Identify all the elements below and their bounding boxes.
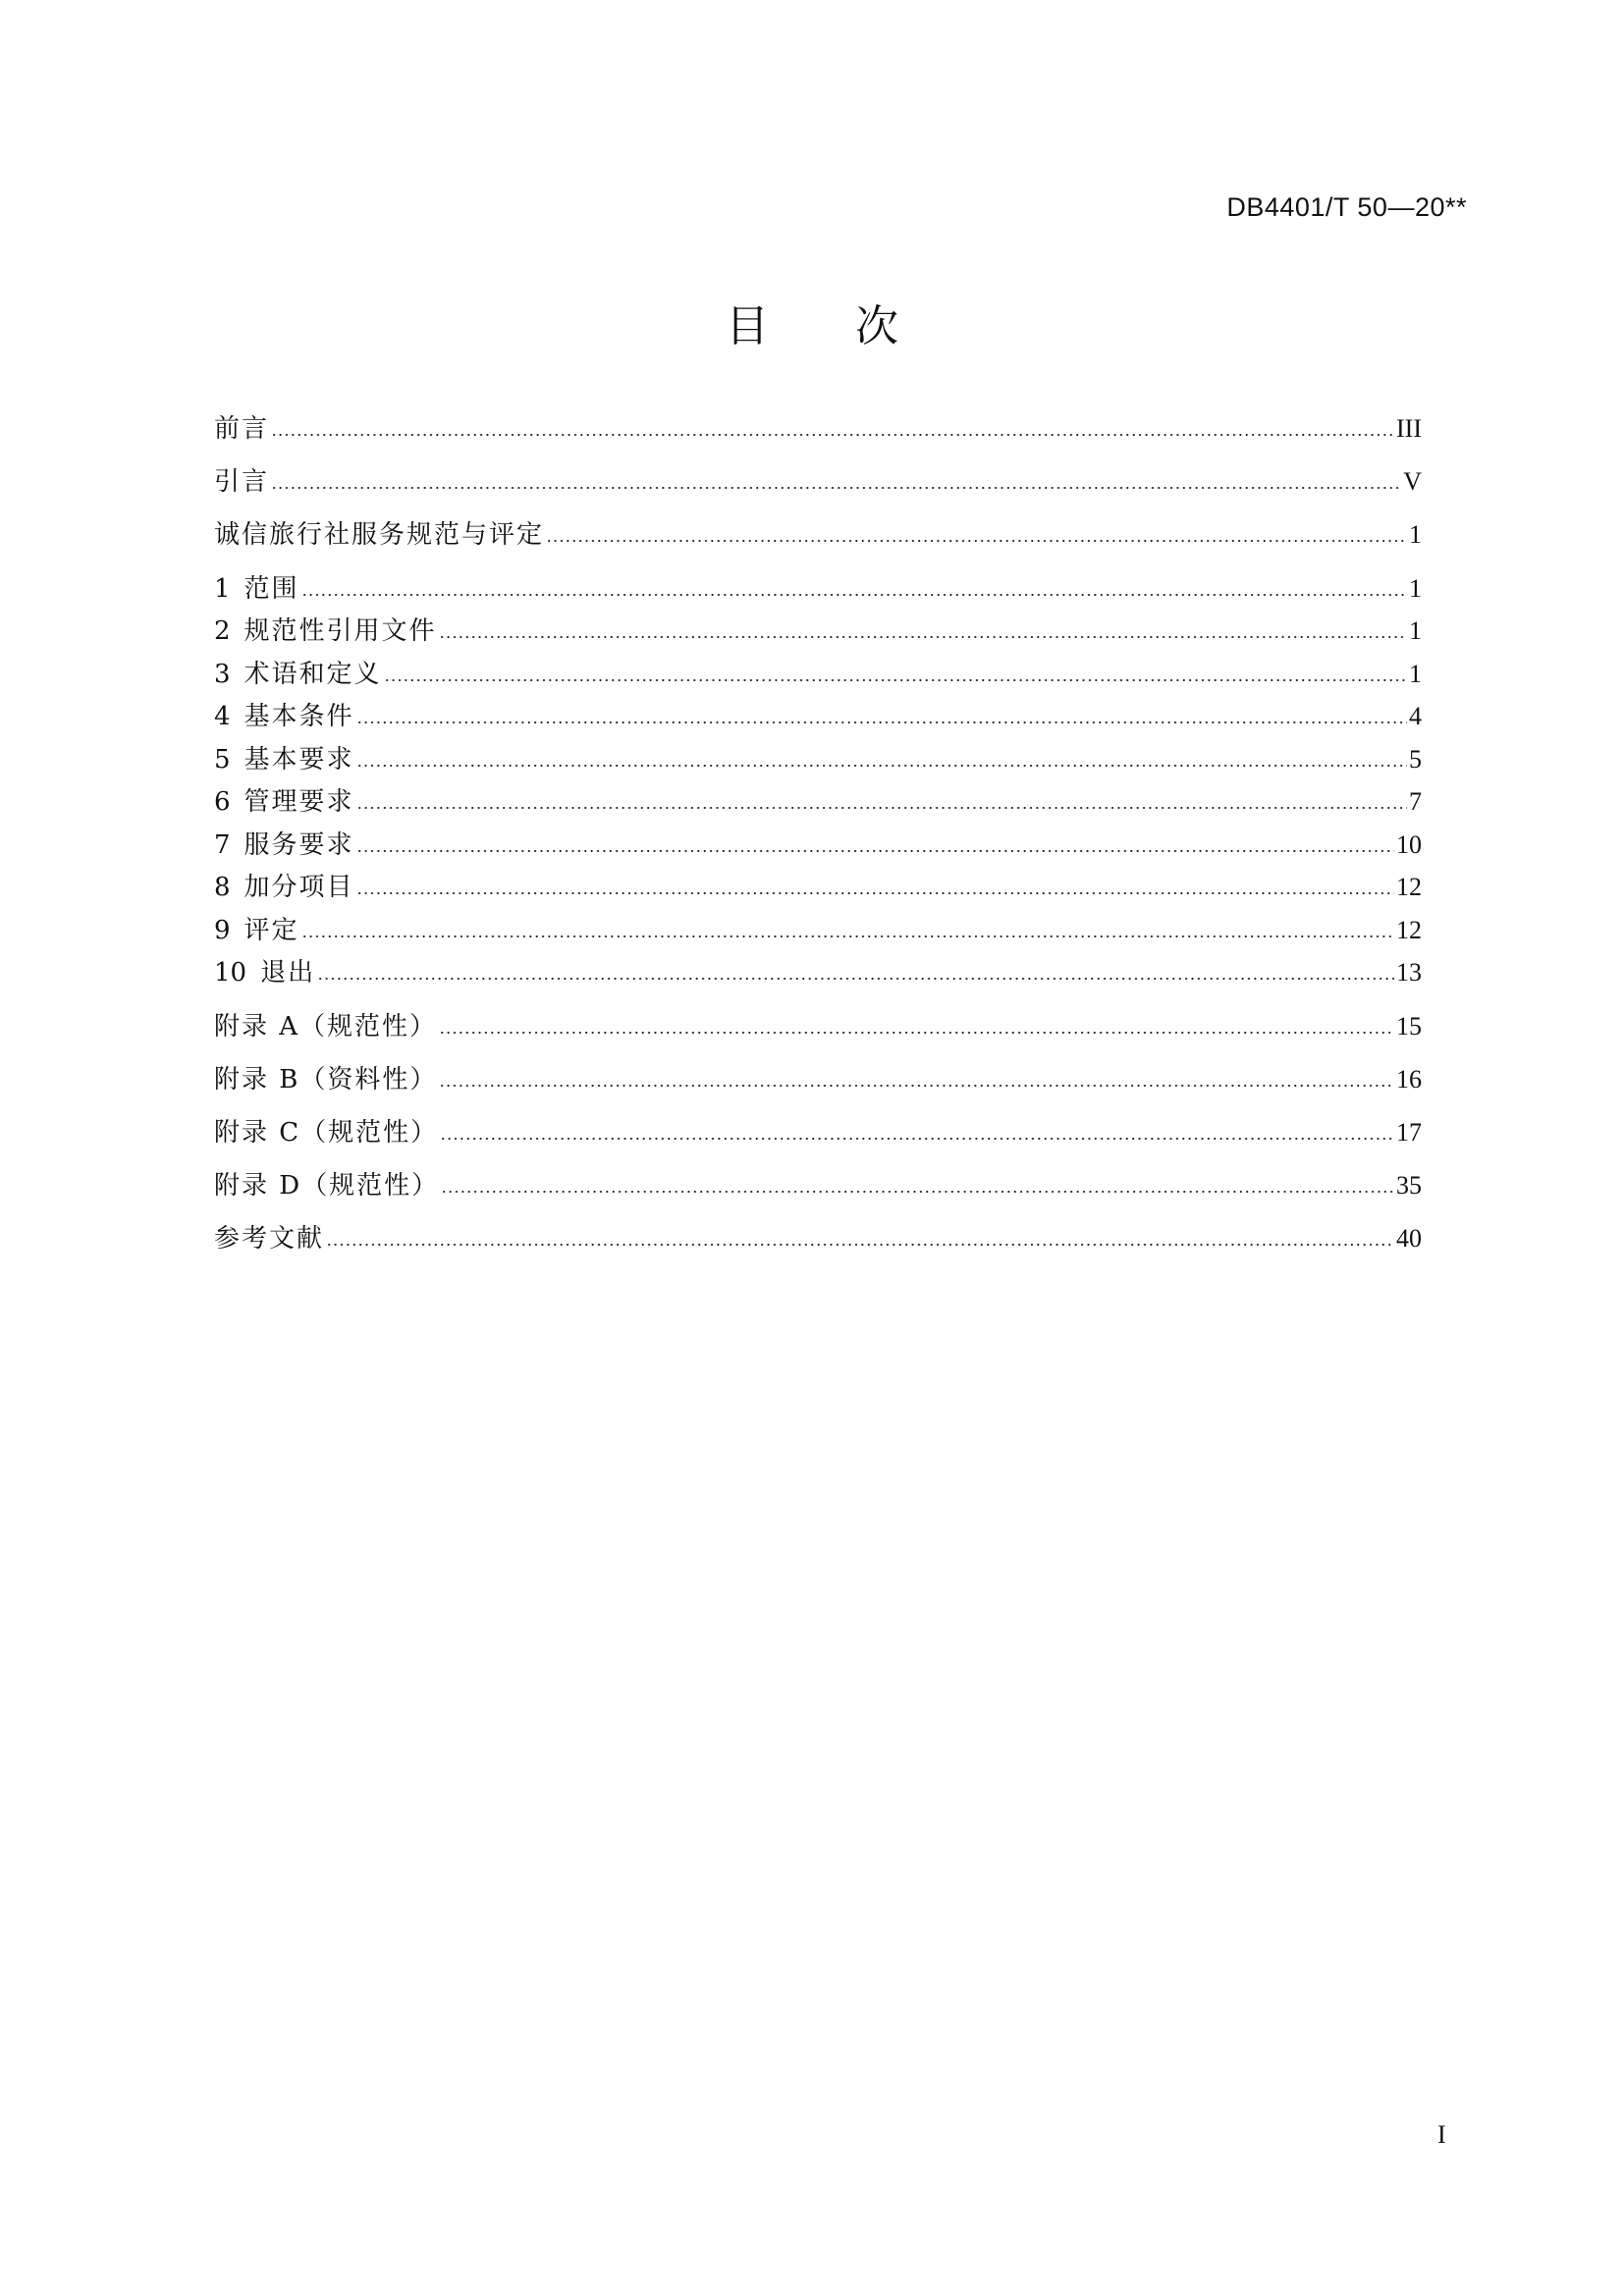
toc-entry-label — [214, 466, 269, 498]
dot-leader — [439, 636, 1407, 638]
title-char-2: 次 — [855, 301, 898, 351]
toc-entry[interactable] — [214, 615, 1422, 647]
toc-entry-number: 3 — [214, 660, 231, 689]
toc-entry-text: 基本要求 — [244, 745, 354, 774]
toc-entry-number: 2 — [214, 616, 231, 646]
toc-entry-label — [214, 413, 269, 445]
toc-entry[interactable] — [214, 1011, 1422, 1042]
toc-entry-text: 附录 B（资料性） — [214, 1065, 438, 1095]
dot-leader — [384, 679, 1407, 681]
toc-entry-page: V — [1403, 467, 1422, 496]
document-code: DB4401/T 50—20** — [1226, 192, 1467, 222]
dot-leader — [439, 1032, 1394, 1034]
dot-leader — [356, 765, 1407, 767]
toc-entry-label — [214, 786, 354, 818]
toc-entry[interactable] — [214, 744, 1422, 775]
dot-leader — [326, 1244, 1394, 1246]
toc-entry-page: 4 — [1409, 702, 1422, 730]
dot-leader — [356, 807, 1407, 809]
toc-entry[interactable] — [214, 1170, 1422, 1201]
dot-leader — [271, 487, 1401, 489]
toc-entry-text: 引言 — [214, 467, 270, 497]
toc-entry[interactable] — [214, 573, 1422, 605]
toc-entry-label — [214, 615, 437, 647]
toc-entry-page: 40 — [1396, 1224, 1422, 1253]
toc-entry-page: 12 — [1396, 916, 1422, 944]
toc-entry[interactable] — [214, 659, 1422, 690]
page-title — [0, 291, 1624, 353]
toc-entry-text: 规范性引用文件 — [244, 616, 437, 646]
toc-entry-label — [214, 1011, 437, 1042]
toc-entry[interactable] — [214, 957, 1422, 988]
toc-entry-label — [214, 1170, 439, 1201]
toc-entry-text: 前言 — [214, 414, 270, 444]
toc-entry-label — [214, 829, 354, 861]
toc-entry-page: 12 — [1396, 873, 1422, 901]
toc-entry-page: 1 — [1409, 660, 1422, 688]
toc-entry-page: 16 — [1396, 1065, 1422, 1094]
toc-entry-number: 7 — [214, 830, 231, 860]
toc-entry[interactable] — [214, 413, 1422, 445]
toc-entry-label — [214, 1223, 324, 1255]
toc-entry-page: 1 — [1409, 520, 1422, 549]
toc-entry[interactable] — [214, 829, 1422, 861]
toc-entry-text: 加分项目 — [244, 873, 354, 902]
toc-entry-number: 10 — [214, 958, 247, 988]
toc-entry[interactable] — [214, 872, 1422, 903]
dot-leader — [301, 594, 1407, 596]
toc-entry-number: 5 — [214, 745, 231, 774]
toc-entry-label — [214, 872, 354, 903]
toc-entry-text: 范围 — [244, 574, 299, 604]
toc-entry-label — [214, 659, 382, 690]
toc-entry[interactable] — [214, 1223, 1422, 1255]
dot-leader — [439, 1085, 1394, 1087]
dot-leader — [440, 1138, 1394, 1140]
toc-entry-text: 退出 — [260, 958, 316, 988]
toc-entry-text: 服务要求 — [244, 830, 354, 860]
dot-leader — [356, 721, 1407, 723]
toc-entry-page: 17 — [1396, 1118, 1422, 1147]
toc-entry[interactable] — [214, 786, 1422, 818]
toc-entry-text: 附录 A（规范性） — [214, 1012, 438, 1041]
toc-entry-page: 5 — [1409, 745, 1422, 774]
toc-entry-page: 35 — [1396, 1171, 1422, 1200]
dot-leader — [271, 434, 1394, 436]
dot-leader — [546, 540, 1407, 542]
toc-entry[interactable] — [214, 466, 1422, 498]
dot-leader — [301, 935, 1394, 937]
toc-entry-page: 10 — [1396, 830, 1422, 859]
toc-entry-number: 4 — [214, 702, 231, 731]
toc-entry-page: III — [1396, 414, 1422, 443]
toc-entry-label — [214, 957, 315, 988]
toc-entry[interactable] — [214, 915, 1422, 946]
toc-entry-label — [214, 519, 544, 551]
toc-entry-label — [214, 573, 299, 605]
toc-entry-page: 1 — [1409, 616, 1422, 645]
toc-entry-text: 附录 D（规范性） — [214, 1171, 440, 1201]
toc-entry-page: 1 — [1409, 574, 1422, 603]
toc-entry-label — [214, 744, 354, 775]
toc-entry-text: 诚信旅行社服务规范与评定 — [214, 520, 545, 550]
toc-entry-number: 6 — [214, 787, 231, 817]
toc-entry[interactable] — [214, 1064, 1422, 1095]
footer-page-number: I — [1437, 2120, 1446, 2149]
toc-entry-page: 15 — [1396, 1012, 1422, 1041]
dot-leader — [356, 892, 1394, 894]
toc-entry-number: 9 — [214, 916, 231, 945]
toc-entry-text: 术语和定义 — [244, 660, 382, 689]
toc-entry[interactable] — [214, 701, 1422, 732]
toc-entry-text: 管理要求 — [244, 787, 354, 817]
toc-entry-text: 基本条件 — [244, 702, 354, 731]
dot-leader — [441, 1191, 1394, 1193]
dot-leader — [317, 978, 1394, 980]
toc-entry-text: 参考文献 — [214, 1224, 325, 1254]
title-char-1: 目 — [726, 301, 769, 351]
toc-entry-page: 7 — [1409, 787, 1422, 816]
toc-entry-number: 8 — [214, 873, 231, 902]
toc-entry-label — [214, 1064, 437, 1095]
dot-leader — [356, 850, 1394, 852]
toc-entry-label — [214, 915, 299, 946]
toc-entry-text: 附录 C（规范性） — [214, 1118, 439, 1148]
toc-entry[interactable] — [214, 1117, 1422, 1148]
toc-entry-label — [214, 701, 354, 732]
toc-entry-text: 评定 — [244, 916, 299, 945]
toc-entry-page: 13 — [1396, 958, 1422, 987]
toc-entry-label — [214, 1117, 438, 1148]
toc-entry[interactable] — [214, 519, 1422, 551]
toc-entry-number: 1 — [214, 574, 231, 604]
